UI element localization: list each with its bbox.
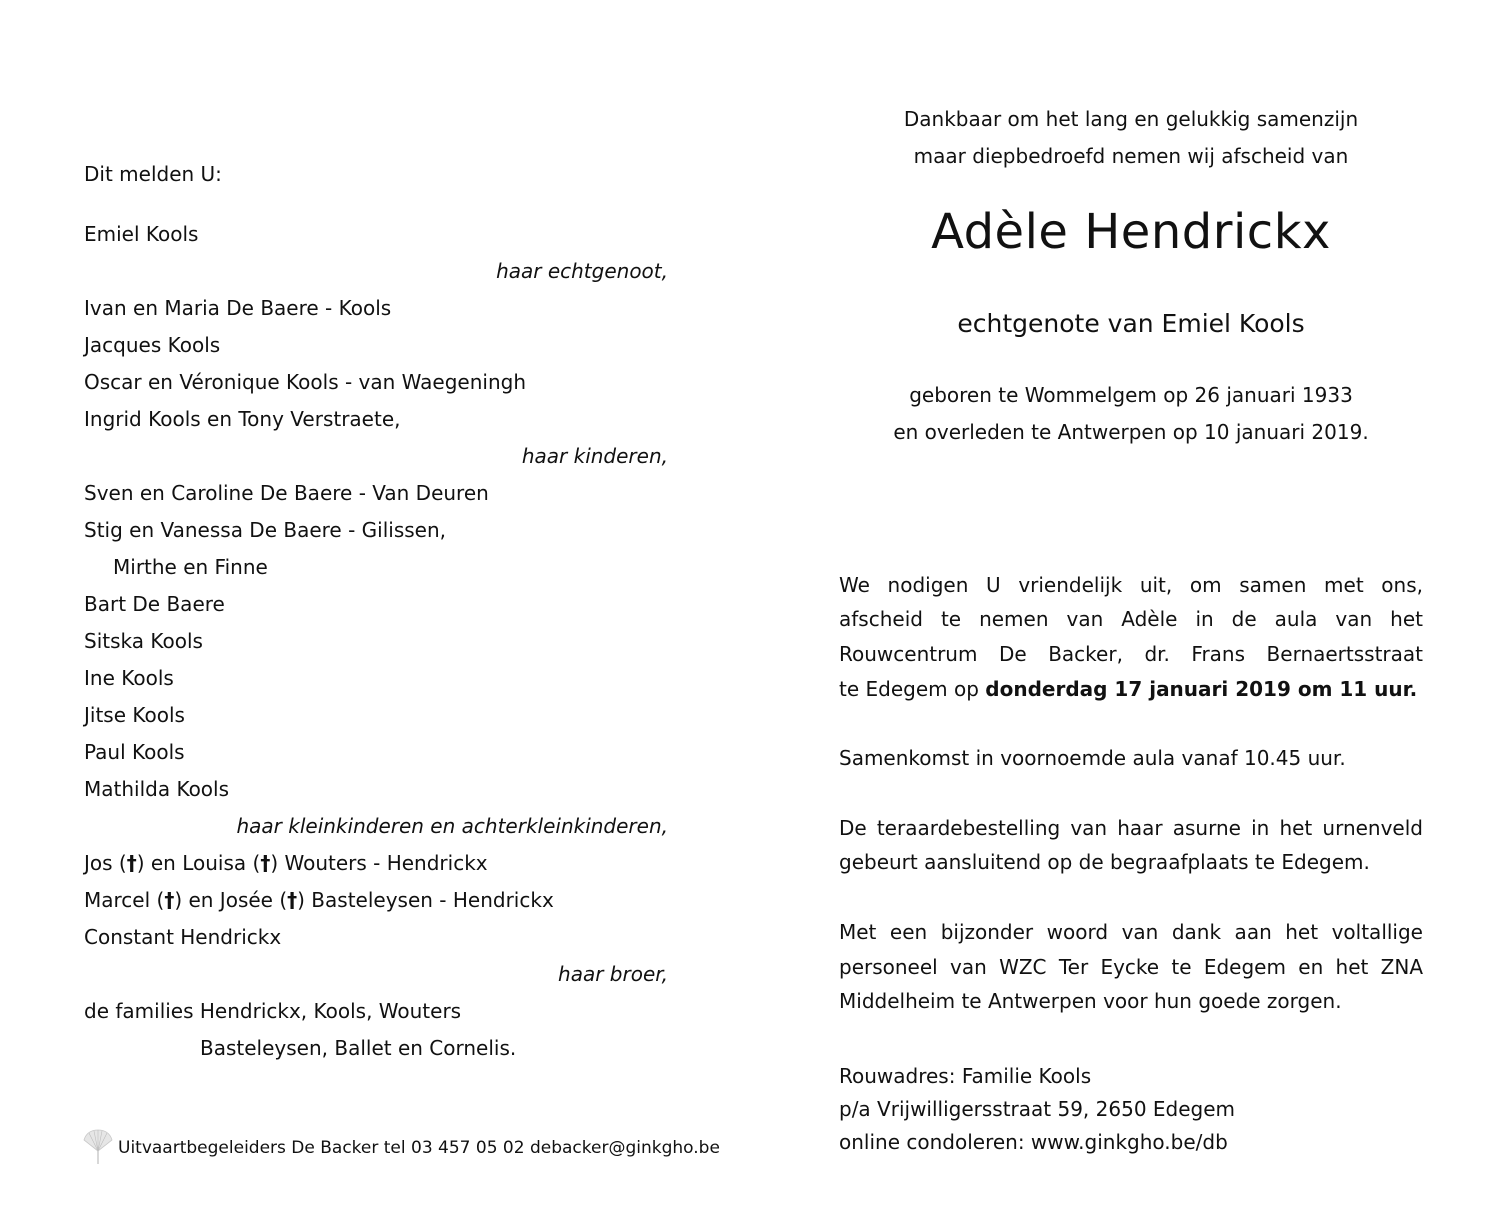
family-line-jos: Jos (†) en Louisa (†) Wouters - Hendrickx	[84, 851, 488, 875]
thanks-line: Met een bijzonder woord van dank aan het voltallige	[839, 920, 1423, 944]
family-line: Oscar en Véronique Kools - van Waegeningh	[84, 370, 527, 394]
family-line: Sitska Kools	[84, 629, 203, 653]
family-line: Ingrid Kools en Tony Verstraete,	[84, 407, 401, 431]
funeral-director-footer: Uitvaartbegeleiders De Backer tel 03 457 05 02 debacker@ginkgho.be	[118, 1138, 720, 1158]
family-line: Bart De Baere	[84, 592, 225, 616]
family-line: Mirthe en Finne	[113, 555, 268, 579]
family-line: de families Hendrickx, Kools, Wouters	[84, 999, 462, 1023]
online-condolence: online condoleren: www.ginkgho.be/db	[839, 1130, 1228, 1154]
death-line: en overleden te Antwerpen op 10 januari 2019.	[893, 420, 1369, 444]
family-line: Emiel Kools	[84, 222, 199, 246]
relation-label: haar kleinkinderen en achterkleinkinderen,	[236, 814, 668, 838]
birth-line: geboren te Wommelgem op 26 januari 1933	[909, 383, 1353, 407]
family-line: Sven en Caroline De Baere - Van Deuren	[84, 481, 489, 505]
invitation-line: te Edegem op donderdag 17 januari 2019 om 11 uur.	[839, 677, 1418, 701]
family-line: Stig en Vanessa De Baere - Gilissen,	[84, 518, 447, 542]
cross-symbol: †	[164, 888, 175, 912]
cross-symbol: †	[260, 851, 271, 875]
thanks-line: personeel van WZC Ter Eycke te Edegem en het ZNA	[839, 955, 1423, 979]
ceremony-datetime: donderdag 17 januari 2019 om 11 uur.	[985, 677, 1418, 701]
ginkgo-leaf-icon	[82, 1129, 114, 1165]
cross-symbol: †	[126, 851, 137, 875]
relation-label: haar kinderen,	[521, 444, 668, 468]
intro-line-2: maar diepbedroefd nemen wij afscheid van	[913, 144, 1349, 168]
invitation-line: We nodigen U vriendelijk uit, om samen met ons,	[839, 573, 1423, 597]
family-line: Ine Kools	[84, 666, 174, 690]
family-line: Ivan en Maria De Baere - Kools	[84, 296, 392, 320]
family-line: Paul Kools	[84, 740, 185, 764]
intro-text: Dit melden U:	[84, 162, 222, 186]
invitation-line: Rouwcentrum De Backer, dr. Frans Bernaertsstraat	[839, 642, 1423, 666]
spouse-line: echtgenote van Emiel Kools	[957, 309, 1305, 338]
burial-line: gebeurt aansluitend op de begraafplaats te Edegem.	[839, 850, 1370, 874]
mourning-address: p/a Vrijwilligersstraat 59, 2650 Edegem	[839, 1097, 1236, 1121]
intro-line-1: Dankbaar om het lang en gelukkig samenzijn	[903, 107, 1359, 131]
family-line: Jacques Kools	[84, 333, 221, 357]
family-line: Constant Hendrickx	[84, 925, 282, 949]
relation-label: haar echtgenoot,	[496, 259, 668, 283]
gathering-text: Samenkomst in voornoemde aula vanaf 10.45 uur.	[839, 746, 1346, 770]
family-line-marcel: Marcel (†) en Josée (†) Basteleysen - Hendrickx	[84, 888, 554, 912]
family-line: Mathilda Kools	[84, 777, 230, 801]
invitation-line: afscheid te nemen van Adèle in de aula van het	[839, 607, 1423, 631]
burial-line: De teraardebestelling van haar asurne in het urnenveld	[839, 816, 1423, 840]
family-line: Jitse Kools	[84, 703, 185, 727]
cross-symbol: †	[287, 888, 298, 912]
mourning-address: Rouwadres: Familie Kools	[839, 1064, 1092, 1088]
thanks-line: Middelheim te Antwerpen voor hun goede zorgen.	[839, 989, 1342, 1013]
family-line: Basteleysen, Ballet en Cornelis.	[200, 1036, 517, 1060]
deceased-name: Adèle Hendrickx	[931, 204, 1331, 260]
relation-label: haar broer,	[558, 962, 668, 986]
